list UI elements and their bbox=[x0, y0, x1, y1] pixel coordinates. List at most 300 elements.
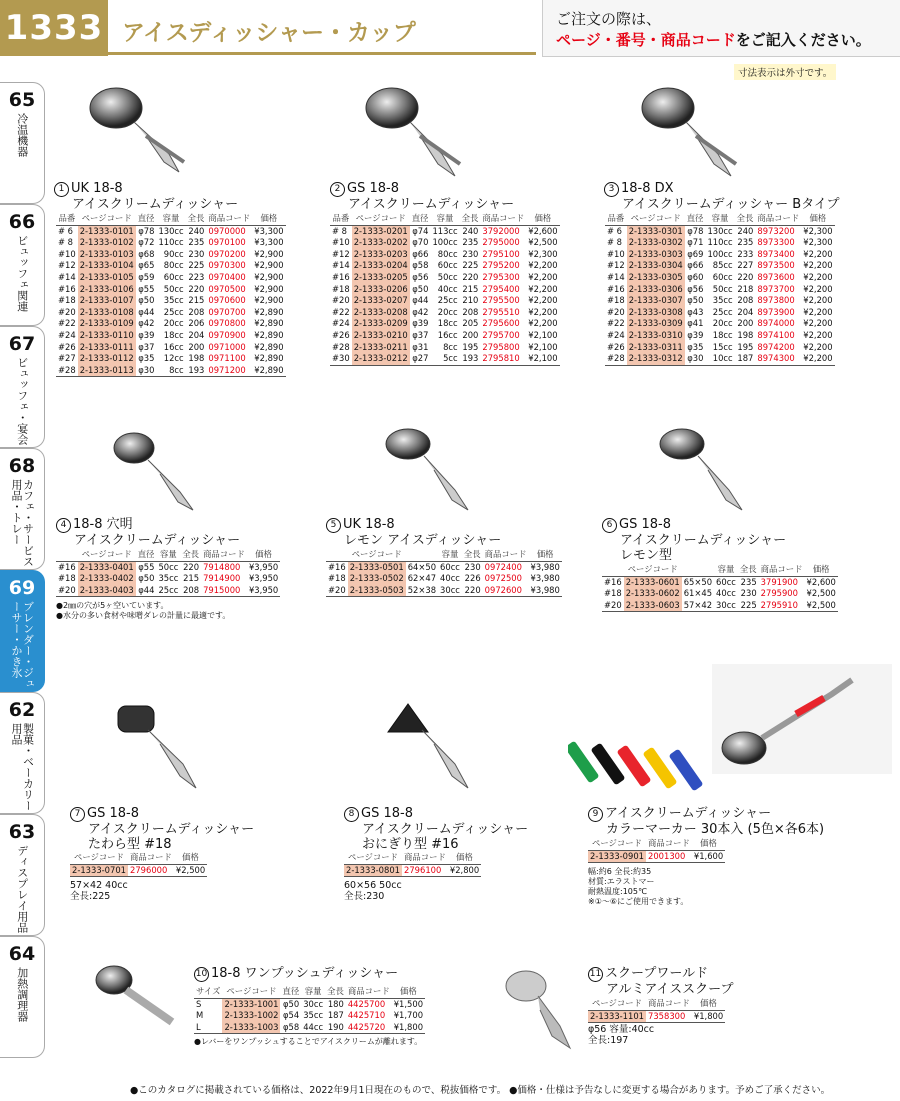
table-header-row bbox=[602, 564, 838, 576]
table-cell: 195 bbox=[462, 341, 479, 352]
table-cell: #12 bbox=[607, 260, 625, 271]
side-tab-label: カフェ・サービス用品・トレー bbox=[10, 479, 35, 567]
item-11-note-2: 全長:197 bbox=[588, 1035, 629, 1046]
item-name: スクープワールド bbox=[605, 966, 709, 981]
table-cell: 190 bbox=[325, 1022, 346, 1034]
item-number: 3 bbox=[604, 182, 619, 197]
side-tab-65[interactable] bbox=[0, 82, 45, 204]
table-cell: #28 bbox=[332, 341, 350, 352]
table-cell: 2-1333-0203 bbox=[353, 248, 408, 259]
table-cell: 204 bbox=[188, 329, 205, 340]
table-cell: ¥2,500 bbox=[528, 237, 558, 248]
table-cell: φ50 bbox=[138, 295, 155, 306]
page-title: アイスディッシャー・カップ bbox=[122, 20, 416, 46]
table-cell: 180 bbox=[327, 998, 344, 1009]
table-cell: 2795910 bbox=[759, 600, 805, 612]
side-tab-62[interactable] bbox=[0, 692, 45, 814]
table-cell: # 6 bbox=[607, 225, 623, 236]
dish-image-6 bbox=[654, 426, 764, 521]
table-cell: 0971100 bbox=[208, 353, 246, 364]
table-row bbox=[56, 284, 286, 296]
table-cell: φ37 bbox=[138, 341, 155, 352]
table-cell: 204 bbox=[737, 306, 754, 317]
table-cell: 215 bbox=[462, 283, 479, 294]
table-cell: 40cc bbox=[437, 283, 458, 294]
table-cell: 2-1333-0204 bbox=[353, 260, 408, 271]
table-cell: 60cc bbox=[716, 576, 736, 587]
table-cell: 0970200 bbox=[208, 248, 246, 259]
side-tab-67[interactable] bbox=[0, 326, 45, 448]
item-subname: アルミアイススクープ bbox=[606, 982, 734, 997]
table-cell: 4425710 bbox=[347, 1010, 386, 1021]
table-cell: 0971200 bbox=[206, 365, 252, 377]
table-cell: ¥2,600 bbox=[528, 225, 558, 236]
side-tab-63[interactable] bbox=[0, 814, 45, 936]
dish-image-7 bbox=[108, 700, 228, 800]
table-cell: φ71 bbox=[687, 237, 704, 248]
table-cell: # 8 bbox=[607, 237, 623, 248]
table-cell: ¥2,200 bbox=[803, 271, 833, 282]
table-cell: 2795000 bbox=[482, 237, 520, 248]
table-cell: ¥3,980 bbox=[530, 573, 560, 584]
dish-image-9-photo bbox=[712, 664, 892, 774]
column-header: 商品コード bbox=[755, 213, 801, 225]
table-row bbox=[56, 307, 286, 319]
item-8-title bbox=[344, 806, 528, 852]
side-tab-label: ビュッフェ関連 bbox=[15, 235, 29, 312]
table-cell: 60cc bbox=[440, 561, 460, 572]
side-tab-label: 加熱調理器 bbox=[15, 967, 29, 1022]
table-cell: 35cc bbox=[712, 295, 733, 306]
table-cell: 0972500 bbox=[484, 573, 522, 584]
table-cell: 215 bbox=[183, 573, 200, 584]
table-cell: 5cc bbox=[430, 353, 459, 365]
table-cell: #12 bbox=[332, 248, 350, 259]
side-tab-66[interactable] bbox=[0, 204, 45, 326]
table-cell: 64×50 bbox=[407, 561, 437, 572]
table-cell: ¥3,300 bbox=[254, 225, 284, 236]
column-header: 容量 bbox=[156, 549, 180, 561]
table-cell: 2795800 bbox=[482, 341, 520, 352]
table-cell: 208 bbox=[180, 585, 201, 597]
table-row bbox=[56, 561, 280, 573]
table-row bbox=[330, 284, 560, 296]
table-cell: 4425700 bbox=[347, 998, 386, 1009]
table-row bbox=[56, 585, 280, 597]
table-cell: 2-1333-0305 bbox=[628, 271, 683, 282]
table-row bbox=[605, 260, 835, 272]
table-cell: 235 bbox=[188, 237, 205, 248]
item-subname: アイスクリームディッシャー Bタイプ bbox=[622, 197, 840, 212]
table-cell: ¥2,200 bbox=[803, 295, 833, 306]
table-cell: 2-1333-0112 bbox=[79, 353, 134, 364]
table-cell: 200 bbox=[462, 329, 479, 340]
item-9-note-3: 耐熱温度:105℃ bbox=[588, 887, 647, 896]
table-cell: #10 bbox=[607, 248, 625, 259]
table-cell: φ55 bbox=[138, 283, 155, 294]
side-tab-label: ディスプレイ用品 bbox=[15, 845, 29, 933]
table-cell: 2-1333-0601 bbox=[625, 576, 680, 587]
column-header: 価格 bbox=[529, 549, 562, 561]
table-cell: 2-1333-0110 bbox=[79, 329, 134, 340]
item-name: GS 18-8 bbox=[347, 181, 399, 196]
table-cell: φ54 bbox=[283, 1010, 300, 1021]
item-8-note-1: 60×56 50cc bbox=[344, 880, 402, 891]
table-cell: 2-1333-0503 bbox=[348, 585, 406, 597]
column-header: 品番 bbox=[56, 213, 78, 225]
table-cell: 25cc bbox=[163, 306, 184, 317]
table-cell: φ35 bbox=[138, 353, 155, 364]
table-row bbox=[330, 272, 560, 284]
table-cell: 130cc bbox=[158, 225, 184, 236]
table-cell: φ65 bbox=[138, 260, 155, 271]
side-tab-68[interactable] bbox=[0, 448, 45, 570]
table-cell: 12cc bbox=[163, 353, 184, 364]
table-cell: 8973500 bbox=[757, 260, 795, 271]
table-cell: 2-1333-0311 bbox=[628, 341, 683, 352]
column-header: 価格 bbox=[392, 986, 425, 998]
table-cell: ¥2,500 bbox=[174, 864, 207, 877]
table-cell: 8973200 bbox=[757, 225, 795, 236]
table-row bbox=[326, 585, 562, 597]
table-cell: 8cc bbox=[443, 341, 458, 352]
item-10-title bbox=[194, 966, 398, 982]
table-cell: 0970500 bbox=[208, 283, 246, 294]
table-cell: 0970600 bbox=[208, 295, 246, 306]
table-cell: ¥1,800 bbox=[392, 1022, 425, 1034]
item-name: GS 18-8 bbox=[619, 517, 671, 532]
table-cell: 2-1333-0304 bbox=[628, 260, 683, 271]
item-number: 2 bbox=[330, 182, 345, 197]
table-cell: #20 bbox=[602, 600, 624, 612]
table-cell: 8974100 bbox=[757, 329, 795, 340]
column-header: ページコード bbox=[348, 549, 406, 561]
table-cell: 130cc bbox=[707, 225, 733, 236]
item-subname: アイスクリームディッシャー bbox=[620, 533, 787, 548]
column-header: 容量 bbox=[438, 549, 462, 561]
table-cell: ¥3,300 bbox=[254, 237, 284, 248]
color-markers-image bbox=[568, 736, 728, 796]
table-cell: 40cc bbox=[716, 588, 736, 599]
table-cell: ¥2,200 bbox=[803, 318, 833, 329]
side-tab-label: 製菓・ベーカリー用品 bbox=[10, 723, 35, 811]
item-number: 7 bbox=[70, 807, 85, 822]
table-cell: 218 bbox=[737, 283, 754, 294]
table-cell: 8973900 bbox=[757, 306, 795, 317]
table-header-row bbox=[56, 213, 286, 225]
table-cell: ¥2,200 bbox=[528, 271, 558, 282]
table-cell: 0970800 bbox=[208, 318, 246, 329]
table-cell: 50cc bbox=[163, 283, 184, 294]
column-header: 商品コード bbox=[759, 564, 805, 576]
table-row bbox=[56, 237, 286, 249]
table-row bbox=[605, 353, 835, 365]
table-header-row bbox=[326, 549, 562, 561]
table-cell: φ50 bbox=[412, 283, 429, 294]
table-row bbox=[605, 225, 835, 237]
table-cell: 50cc bbox=[712, 283, 733, 294]
table-cell: 3791900 bbox=[760, 576, 798, 587]
item-subname-2: おにぎり型 #16 bbox=[362, 837, 459, 852]
table-cell: 2795500 bbox=[482, 295, 520, 306]
table-cell: 2-1333-0303 bbox=[628, 248, 683, 259]
table-cell: 2-1333-0101 bbox=[79, 225, 134, 236]
table-cell: 0970900 bbox=[208, 329, 246, 340]
table-cell: 18cc bbox=[163, 329, 184, 340]
table-cell: 25cc bbox=[437, 295, 458, 306]
item-11-note-1: φ56 容量:40cc bbox=[588, 1024, 655, 1035]
table-cell: 2-1333-0701 bbox=[70, 864, 128, 877]
item-name: UK 18-8 bbox=[343, 517, 395, 532]
table-cell: φ78 bbox=[138, 225, 155, 236]
table-cell: ¥2,200 bbox=[803, 248, 833, 259]
table-cell: 25cc bbox=[712, 306, 733, 317]
side-tab-num: 67 bbox=[8, 333, 36, 355]
spec-table-4 bbox=[56, 549, 280, 597]
table-cell: 2-1333-0102 bbox=[79, 237, 134, 248]
table-row bbox=[56, 318, 286, 330]
table-cell: 230 bbox=[462, 248, 479, 259]
column-header: 商品コード bbox=[206, 213, 252, 225]
table-cell: #24 bbox=[607, 329, 625, 340]
table-cell: 113cc bbox=[432, 225, 458, 236]
table-cell: 2-1333-1101 bbox=[588, 1010, 646, 1023]
table-cell: ¥1,600 bbox=[692, 850, 725, 863]
table-header-row bbox=[605, 213, 835, 225]
item-number: 6 bbox=[602, 518, 617, 533]
table-cell: 2-1333-0201 bbox=[353, 225, 408, 236]
table-cell: 2795300 bbox=[482, 271, 520, 282]
side-tab-label: 冷温機器 bbox=[15, 113, 29, 157]
table-cell: 230 bbox=[464, 561, 481, 572]
table-cell: φ59 bbox=[138, 271, 155, 282]
table-cell: φ72 bbox=[138, 237, 155, 248]
column-header: ページコード bbox=[78, 213, 136, 225]
table-cell: ¥2,900 bbox=[254, 271, 284, 282]
table-cell: ¥2,900 bbox=[254, 283, 284, 294]
column-header bbox=[406, 549, 438, 561]
table-cell: 0970700 bbox=[208, 306, 246, 317]
table-cell: #20 bbox=[607, 306, 625, 317]
table-cell: 2-1333-0202 bbox=[353, 237, 408, 248]
table-cell: φ41 bbox=[687, 318, 704, 329]
table-cell: 2-1333-0603 bbox=[624, 600, 682, 612]
column-header: ページコード bbox=[588, 998, 646, 1010]
table-cell: 7914900 bbox=[203, 573, 241, 584]
table-row bbox=[605, 237, 835, 249]
table-cell: φ39 bbox=[412, 318, 429, 329]
table-row bbox=[56, 225, 286, 237]
table-cell: ¥2,890 bbox=[254, 341, 284, 352]
table-cell: 235 bbox=[462, 237, 479, 248]
table-cell: 18cc bbox=[712, 329, 733, 340]
table-cell: 2-1333-0106 bbox=[79, 283, 134, 294]
spec-table-9 bbox=[588, 838, 725, 863]
table-cell: ¥2,200 bbox=[803, 306, 833, 317]
spec-table-1 bbox=[56, 213, 286, 377]
item-9-note-4: ※①～⑥にご使用できます。 bbox=[588, 897, 689, 906]
table-cell: 2795900 bbox=[760, 588, 798, 599]
table-cell: ¥2,200 bbox=[528, 283, 558, 294]
spec-table-6 bbox=[602, 564, 838, 612]
table-cell: 0970300 bbox=[208, 260, 246, 271]
table-cell: φ66 bbox=[412, 248, 429, 259]
side-tab-num: 66 bbox=[8, 211, 36, 233]
side-tab-64[interactable] bbox=[0, 936, 45, 1058]
table-row bbox=[194, 1010, 425, 1022]
table-cell: 200 bbox=[188, 341, 205, 352]
table-header-row bbox=[70, 852, 207, 864]
table-cell: 2-1333-0309 bbox=[628, 318, 683, 329]
table-cell: 2-1333-0206 bbox=[353, 283, 408, 294]
table-row bbox=[56, 365, 286, 377]
table-row bbox=[330, 249, 560, 261]
table-cell: ¥2,300 bbox=[528, 248, 558, 259]
table-cell: ¥2,890 bbox=[254, 318, 284, 329]
table-row bbox=[602, 600, 838, 612]
table-row bbox=[330, 342, 560, 354]
table-cell: 2-1333-0401 bbox=[79, 561, 134, 572]
table-cell: 8973400 bbox=[757, 248, 795, 259]
table-cell: ¥2,900 bbox=[254, 260, 284, 271]
table-cell: 2-1333-0402 bbox=[79, 573, 134, 584]
table-cell: 215 bbox=[188, 295, 205, 306]
table-cell: #16 bbox=[604, 576, 622, 587]
column-header: 商品コード bbox=[646, 998, 692, 1010]
table-cell: 3792000 bbox=[482, 225, 520, 236]
table-row bbox=[605, 342, 835, 354]
column-header: 価格 bbox=[174, 852, 207, 864]
table-cell: 2-1333-0104 bbox=[79, 260, 134, 271]
table-cell: φ70 bbox=[412, 237, 429, 248]
table-cell: 0972400 bbox=[484, 561, 522, 572]
table-cell: #18 bbox=[607, 295, 625, 306]
table-cell: φ37 bbox=[412, 329, 429, 340]
table-cell: φ74 bbox=[412, 225, 429, 236]
table-cell: #18 bbox=[604, 588, 622, 599]
item-name: GS 18-8 bbox=[87, 806, 139, 821]
table-cell: ¥2,500 bbox=[805, 600, 838, 612]
table-cell: φ39 bbox=[138, 329, 155, 340]
column-header: ページコード bbox=[627, 213, 685, 225]
table-cell: 44cc bbox=[301, 1022, 325, 1034]
item-6-title bbox=[602, 517, 786, 563]
column-header: 価格 bbox=[448, 852, 481, 864]
dish-image-11 bbox=[500, 966, 590, 1056]
table-cell: 2-1333-0312 bbox=[627, 353, 685, 365]
table-cell: #18 bbox=[58, 295, 76, 306]
table-cell: ¥3,950 bbox=[248, 561, 279, 572]
item-number: 10 bbox=[194, 967, 209, 982]
side-tab-69[interactable] bbox=[0, 570, 45, 692]
table-cell: ¥2,900 bbox=[254, 248, 284, 259]
column-header bbox=[56, 549, 78, 561]
table-cell: 2795100 bbox=[482, 248, 520, 259]
column-header: 容量 bbox=[714, 564, 738, 576]
table-row bbox=[602, 576, 838, 588]
table-cell: φ68 bbox=[138, 248, 155, 259]
table-cell: ¥1,500 bbox=[393, 998, 424, 1009]
table-cell: 16cc bbox=[163, 341, 184, 352]
table-row bbox=[605, 284, 835, 296]
table-cell: 230 bbox=[740, 588, 757, 599]
table-cell: ¥2,600 bbox=[806, 576, 836, 587]
item-name: 18-8 DX bbox=[621, 181, 674, 196]
table-row bbox=[56, 342, 286, 354]
dish-image-2 bbox=[360, 84, 480, 184]
table-cell: ¥3,950 bbox=[247, 585, 280, 597]
table-cell: 57×42 bbox=[682, 600, 714, 612]
table-cell: ¥3,980 bbox=[529, 585, 562, 597]
table-cell: 2-1333-0107 bbox=[79, 295, 134, 306]
item-7-note-2: 全長:225 bbox=[70, 891, 111, 902]
table-cell: φ50 bbox=[283, 998, 300, 1009]
table-cell: #20 bbox=[332, 295, 350, 306]
table-cell: 8cc bbox=[156, 365, 185, 377]
table-cell: ¥2,200 bbox=[803, 329, 833, 340]
table-cell: ¥2,200 bbox=[528, 295, 558, 306]
table-header-row bbox=[194, 986, 425, 998]
table-cell: #22 bbox=[607, 318, 625, 329]
table-cell: 0972600 bbox=[483, 585, 529, 597]
table-cell: #16 bbox=[58, 561, 76, 572]
table-row bbox=[326, 573, 562, 585]
column-header: 直径 bbox=[280, 986, 301, 998]
table-row bbox=[605, 295, 835, 307]
table-cell: 220 bbox=[462, 271, 479, 282]
table-cell: 225 bbox=[462, 260, 479, 271]
table-row bbox=[605, 330, 835, 342]
table-cell: #26 bbox=[332, 329, 350, 340]
table-cell: ¥2,200 bbox=[528, 318, 558, 329]
table-cell: 2-1333-0205 bbox=[353, 271, 408, 282]
footer-note: ●このカタログに掲載されている価格は、2022年9月1日現在のもので、税抜価格です。 ●価格・仕様は予告なしに変更する場合があります。予めご了承ください。 bbox=[130, 1085, 831, 1096]
table-cell: #16 bbox=[332, 271, 350, 282]
item-1-title bbox=[54, 181, 238, 212]
column-header: サイズ bbox=[194, 986, 222, 998]
item-number: 4 bbox=[56, 518, 71, 533]
table-cell: 198 bbox=[737, 329, 754, 340]
table-cell: #22 bbox=[58, 318, 76, 329]
table-cell: 10cc bbox=[705, 353, 734, 365]
table-cell: #20 bbox=[56, 585, 78, 597]
table-cell: φ58 bbox=[412, 260, 429, 271]
table-cell: φ56 bbox=[687, 283, 704, 294]
column-header: 商品コード bbox=[646, 838, 692, 850]
table-cell: 230 bbox=[188, 248, 205, 259]
dish-image-5 bbox=[380, 426, 490, 521]
spec-table-11 bbox=[588, 998, 725, 1023]
table-cell: 52×38 bbox=[406, 585, 438, 597]
table-cell: 65×50 bbox=[683, 576, 713, 587]
table-cell: 193 bbox=[460, 353, 481, 365]
table-cell: 2-1333-0103 bbox=[79, 248, 134, 259]
side-tab-num: 69 bbox=[8, 577, 36, 599]
table-cell: 226 bbox=[464, 573, 481, 584]
table-cell: #24 bbox=[332, 318, 350, 329]
item-number: 9 bbox=[588, 807, 603, 822]
table-row bbox=[56, 260, 286, 272]
column-header: 直径 bbox=[136, 549, 157, 561]
order-note-highlight: ページ・番号・商品コード bbox=[556, 31, 736, 49]
item-11-title bbox=[588, 966, 734, 997]
table-cell: 7915000 bbox=[201, 585, 247, 597]
table-cell: 62×47 bbox=[407, 573, 437, 584]
column-header: 全長 bbox=[462, 549, 483, 561]
table-cell: φ39 bbox=[687, 329, 704, 340]
table-cell: 20cc bbox=[437, 306, 458, 317]
table-cell: ¥2,300 bbox=[803, 237, 833, 248]
